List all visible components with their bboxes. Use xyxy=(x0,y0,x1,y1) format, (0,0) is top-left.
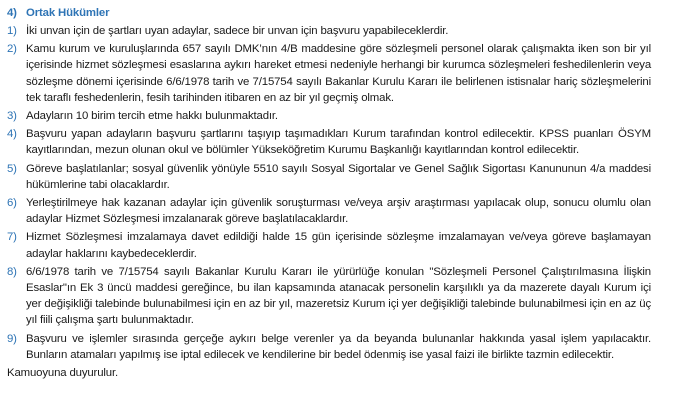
item-text: Hizmet Sözleşmesi imzalamaya davet edildiği halde 15 gün içerisinde sözleşme imzalamayan ve/veya göreve başlamayan adaylar haklarını kaybedeceklerdir. xyxy=(26,231,651,260)
item-text: Adayların 10 birim tercih etme hakkı bulunmaktadır. xyxy=(26,110,278,123)
list-item xyxy=(7,331,651,363)
item-text: Başvuru ve işlemler sırasında gerçeğe aykırı belge verenler ya da beyanda bulunanlar hakkında yasal işlem yapılacaktır. Bunların atamaları yapılmış ise iptal edilecek ve kendilerine bir bedel ödenmiş ise yasal faizi ile birlikte tazmin edilecektir. xyxy=(26,332,651,361)
list-item xyxy=(7,161,651,193)
closing-statement: Kamuoyuna duyurulur. xyxy=(7,367,118,380)
section-title: Ortak Hükümler xyxy=(26,7,110,19)
list-item xyxy=(7,41,651,106)
list-item xyxy=(7,126,651,158)
item-text: İki unvan için de şartları uyan adaylar, sadece bir unvan için başvuru yapabileceklerdir. xyxy=(26,25,449,37)
item-number: 9) xyxy=(7,332,17,345)
item-number: 6) xyxy=(7,197,17,210)
item-text: Yerleştirilmeye hak kazanan adaylar için güvenlik soruşturması ve/veya arşiv araştırması yapılacak olup, sonucu olumlu olan adaylar Hizmet Sözleşmesi imzalanarak göreve başlatılacaklardır. xyxy=(26,197,651,226)
item-number: 2) xyxy=(7,43,17,56)
item-text: Göreve başlatılanlar; sosyal güvenlik yönüyle 5510 sayılı Sosyal Sigortalar ve Genel Sağlık Sigortası Kanununun 4/a maddesi hükümlerine tabi olacaklardır. xyxy=(26,162,651,191)
list-item xyxy=(7,108,651,124)
item-text: 6/6/1978 tarih ve 7/15754 sayılı Bakanlar Kurulu Kararı ile yürürlüğe konulan "Sözleşmeli Personel Çalıştırılmasına İlişkin Esaslar"ın Ek 3 üncü maddesi gereğince, bu ilan kapsamında atanacak personelin karşılıklı ya da mazerete dayalı Kurum içi yer değişikliği talebinde bulunabilmesi için en az bir yıl, mazeretsiz Kurum içi yer değişikliği talebinde bulunabilmesi için en az üç yıl fiili çalışma şartı bulunmaktadır. xyxy=(26,265,651,327)
item-number: 5) xyxy=(7,162,17,175)
item-text: Başvuru yapan adayların başvuru şartlarını taşıyıp taşımadıkları Kurum tarafından kontrol edilecektir. KPSS puanları ÖSYM kayıtlarından, mezun olunan okul ve bölümler Yükseköğretim Kurumu Başkanlığı kayıtlarından kontrol edilecektir. xyxy=(26,128,651,157)
list-item xyxy=(7,264,651,329)
item-number: 4) xyxy=(7,128,17,141)
item-number: 8) xyxy=(7,265,17,278)
item-number: 7) xyxy=(7,231,17,244)
list-item xyxy=(7,195,651,227)
item-number: 3) xyxy=(7,110,17,123)
item-text: Kamu kurum ve kuruluşlarında 657 sayılı DMK’nın 4/B maddesine göre sözleşmeli personel olarak çalışmakta iken son bir yıl içerisinde hizmet sözleşmesi esaslarına aykırı hareket etmesi nedeniyle herhangi bir kurumca sözleşmeleri feshedilenlerin veya sözleşme dönemi içerisinde 6/6/1978 tarih ve 7/15754 sayılı Bakanlar Kurulu Kararı ile belirlenen istisnalar hariç sözleşmelerini tek taraflı feshedenlerin, fesih tarihinden itibaren en az bir yıl geçmiş olmak. xyxy=(26,43,651,104)
list-item xyxy=(7,23,651,39)
list-item xyxy=(7,229,651,261)
provisions-list xyxy=(7,23,651,363)
section-heading xyxy=(7,5,651,21)
section-number: 4) xyxy=(7,7,17,19)
item-number: 1) xyxy=(7,25,17,37)
